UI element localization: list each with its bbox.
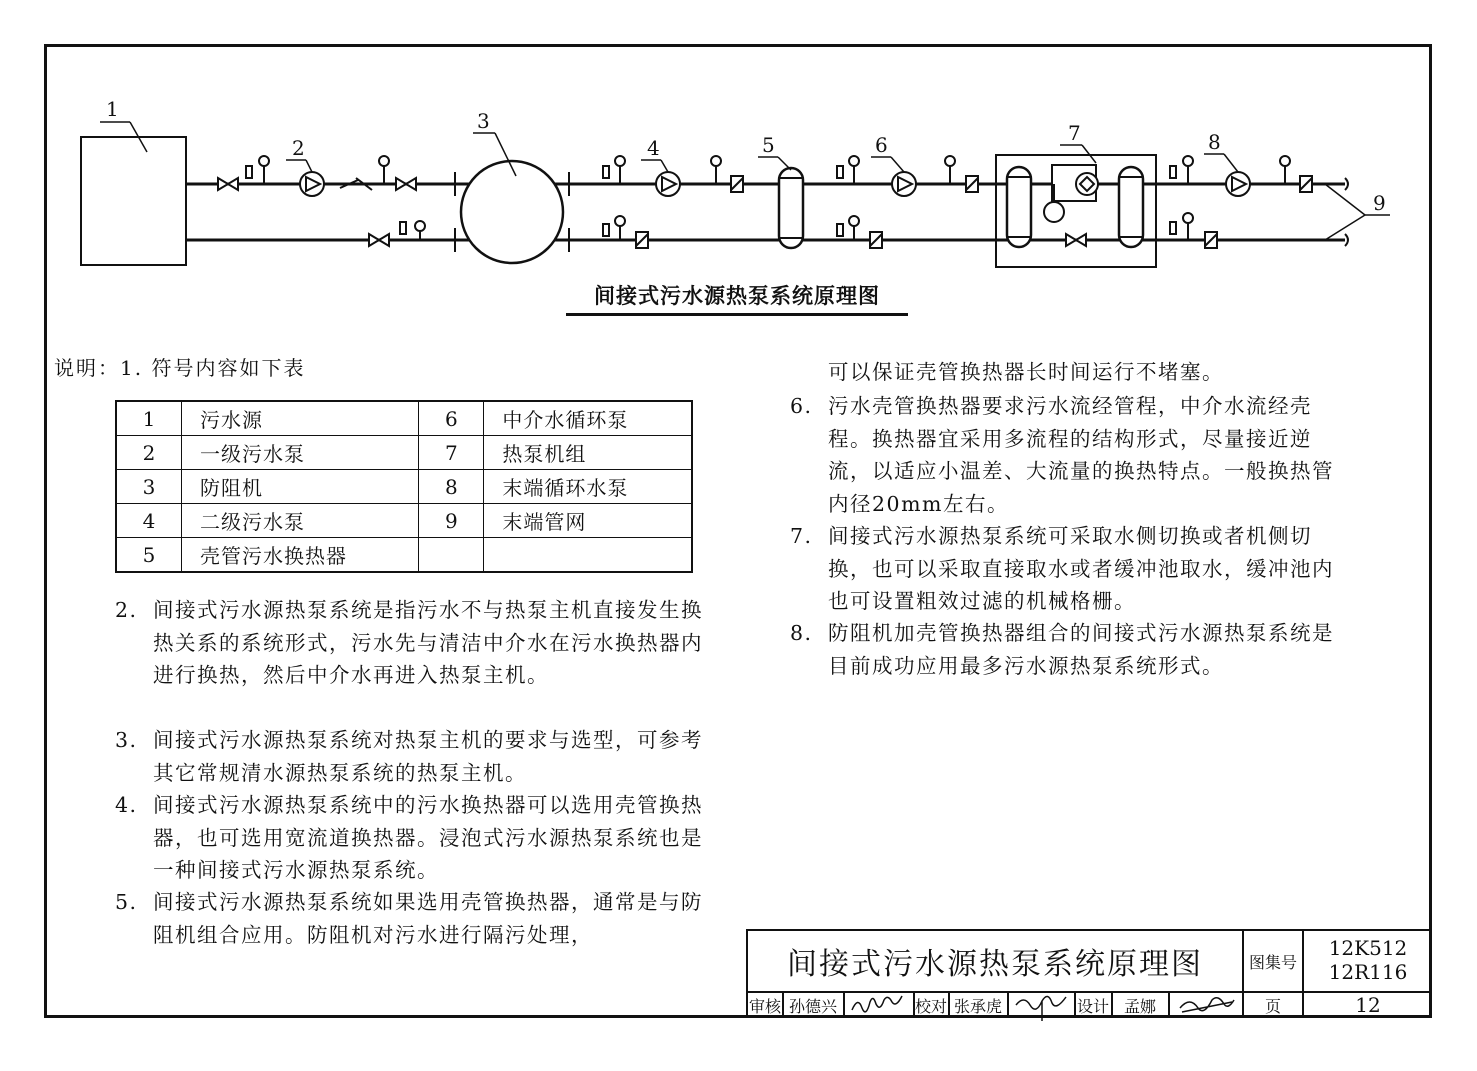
symbol-table-row — [116, 436, 692, 470]
symbol-number-cell: 6 — [419, 401, 484, 436]
symbol-name-cell: 二级污水泵 — [182, 504, 419, 538]
label-5: 5 — [762, 133, 775, 157]
symbol-table-row — [116, 538, 692, 573]
label-6: 6 — [875, 133, 888, 157]
label-7: 7 — [1068, 121, 1081, 145]
diagram-title: 间接式污水源热泵系统原理图 — [594, 284, 880, 308]
designer-signature — [1176, 994, 1236, 1016]
symbol-number-cell: 8 — [419, 470, 484, 504]
diagram-title-underline — [566, 313, 908, 316]
symbol-table — [115, 400, 693, 573]
label-4: 4 — [647, 136, 660, 160]
symbol-number-cell — [419, 538, 484, 573]
note-2: 2. 间接式污水源热泵系统是指污水不与热泵主机直接发生换热关系的系统形式，污水先与清洁中介水在污水换热器内进行换热，然后中介水再进入热泵主机。 — [115, 598, 703, 687]
note-5: 5. 间接式污水源热泵系统如果选用壳管换热器，通常是与防阻机组合应用。防阻机对污水进行隔污处理， — [115, 890, 703, 947]
shell-tube-exchanger-symbol — [779, 168, 803, 248]
check-label: 校对 — [914, 996, 947, 1016]
symbol-name-cell: 热泵机组 — [484, 436, 692, 470]
note-8: 8. 防阻机加壳管换热器组合的间接式污水源热泵系统是目前成功应用最多污水源热泵系统形式。 — [790, 621, 1334, 678]
note-7: 7. 间接式污水源热泵系统可采取水侧切换或者机侧切换，也可以采取直接取水或者缓冲池取水，缓冲池内也可设置粗效过滤的机械格栅。 — [790, 524, 1334, 613]
symbol-number-cell: 1 — [116, 401, 182, 436]
atlas-number-2: 12R116 — [1328, 960, 1408, 984]
atlas-number-1: 12K512 — [1328, 936, 1408, 960]
sewage-source-box — [81, 137, 186, 265]
anti-blocking-machine-symbol — [461, 161, 563, 263]
page-number: 12 — [1355, 993, 1381, 1017]
symbol-name-cell — [484, 538, 692, 573]
designer-name: 孟娜 — [1123, 996, 1156, 1016]
label-9: 9 — [1373, 191, 1386, 215]
symbol-name-cell: 防阻机 — [182, 470, 419, 504]
design-label: 设计 — [1076, 996, 1109, 1016]
symbol-number-cell: 4 — [116, 504, 182, 538]
note-3: 3. 间接式污水源热泵系统对热泵主机的要求与选型，可参考其它常规清水源热泵系统的热泵主机。 — [115, 728, 703, 785]
label-8: 8 — [1208, 130, 1221, 154]
note-4: 4. 间接式污水源热泵系统中的污水换热器可以选用壳管换热器，也可选用宽流道换热器。浸泡式污水源热泵系统也是一种间接式污水源热泵系统。 — [115, 793, 703, 882]
title-block — [746, 929, 1432, 1018]
reviewer-signature — [848, 994, 908, 1016]
symbol-name-cell: 末端管网 — [484, 504, 692, 538]
note-6: 6. 污水壳管换热器要求污水流经管程，中介水流经壳程。换热器宜采用多流程的结构形式，尽量接近逆流，以适应小温差、大流量的换热特点。一般换热管内径20mm左右。 — [790, 394, 1334, 516]
reviewer-name: 孙德兴 — [788, 996, 837, 1016]
symbol-table-row — [116, 504, 692, 538]
label-2: 2 — [292, 136, 305, 160]
symbol-table-row — [116, 401, 692, 436]
checker-name: 张承虎 — [953, 996, 1002, 1016]
symbol-table-row — [116, 470, 692, 504]
notes-label: 说明：1. 符号内容如下表 — [54, 356, 306, 380]
symbol-name-cell: 中介水循环泵 — [484, 401, 692, 436]
note-5-continued: 可以保证壳管换热器长时间运行不堵塞。 — [828, 360, 1224, 384]
symbol-name-cell: 壳管污水换热器 — [182, 538, 419, 573]
checker-signature — [1012, 991, 1072, 1021]
title-block-title: 间接式污水源热泵系统原理图 — [787, 947, 1203, 982]
label-3: 3 — [477, 109, 490, 133]
review-label: 审核 — [748, 996, 781, 1016]
symbol-name-cell: 一级污水泵 — [182, 436, 419, 470]
atlas-label: 图集号 — [1248, 952, 1297, 972]
symbol-number-cell: 2 — [116, 436, 182, 470]
symbol-number-cell: 5 — [116, 538, 182, 573]
symbol-number-cell: 9 — [419, 504, 484, 538]
label-1: 1 — [106, 97, 119, 121]
symbol-name-cell: 末端循环水泵 — [484, 470, 692, 504]
symbol-number-cell: 3 — [116, 470, 182, 504]
symbol-number-cell: 7 — [419, 436, 484, 470]
page-label: 页 — [1264, 996, 1281, 1016]
symbol-name-cell: 污水源 — [182, 401, 419, 436]
